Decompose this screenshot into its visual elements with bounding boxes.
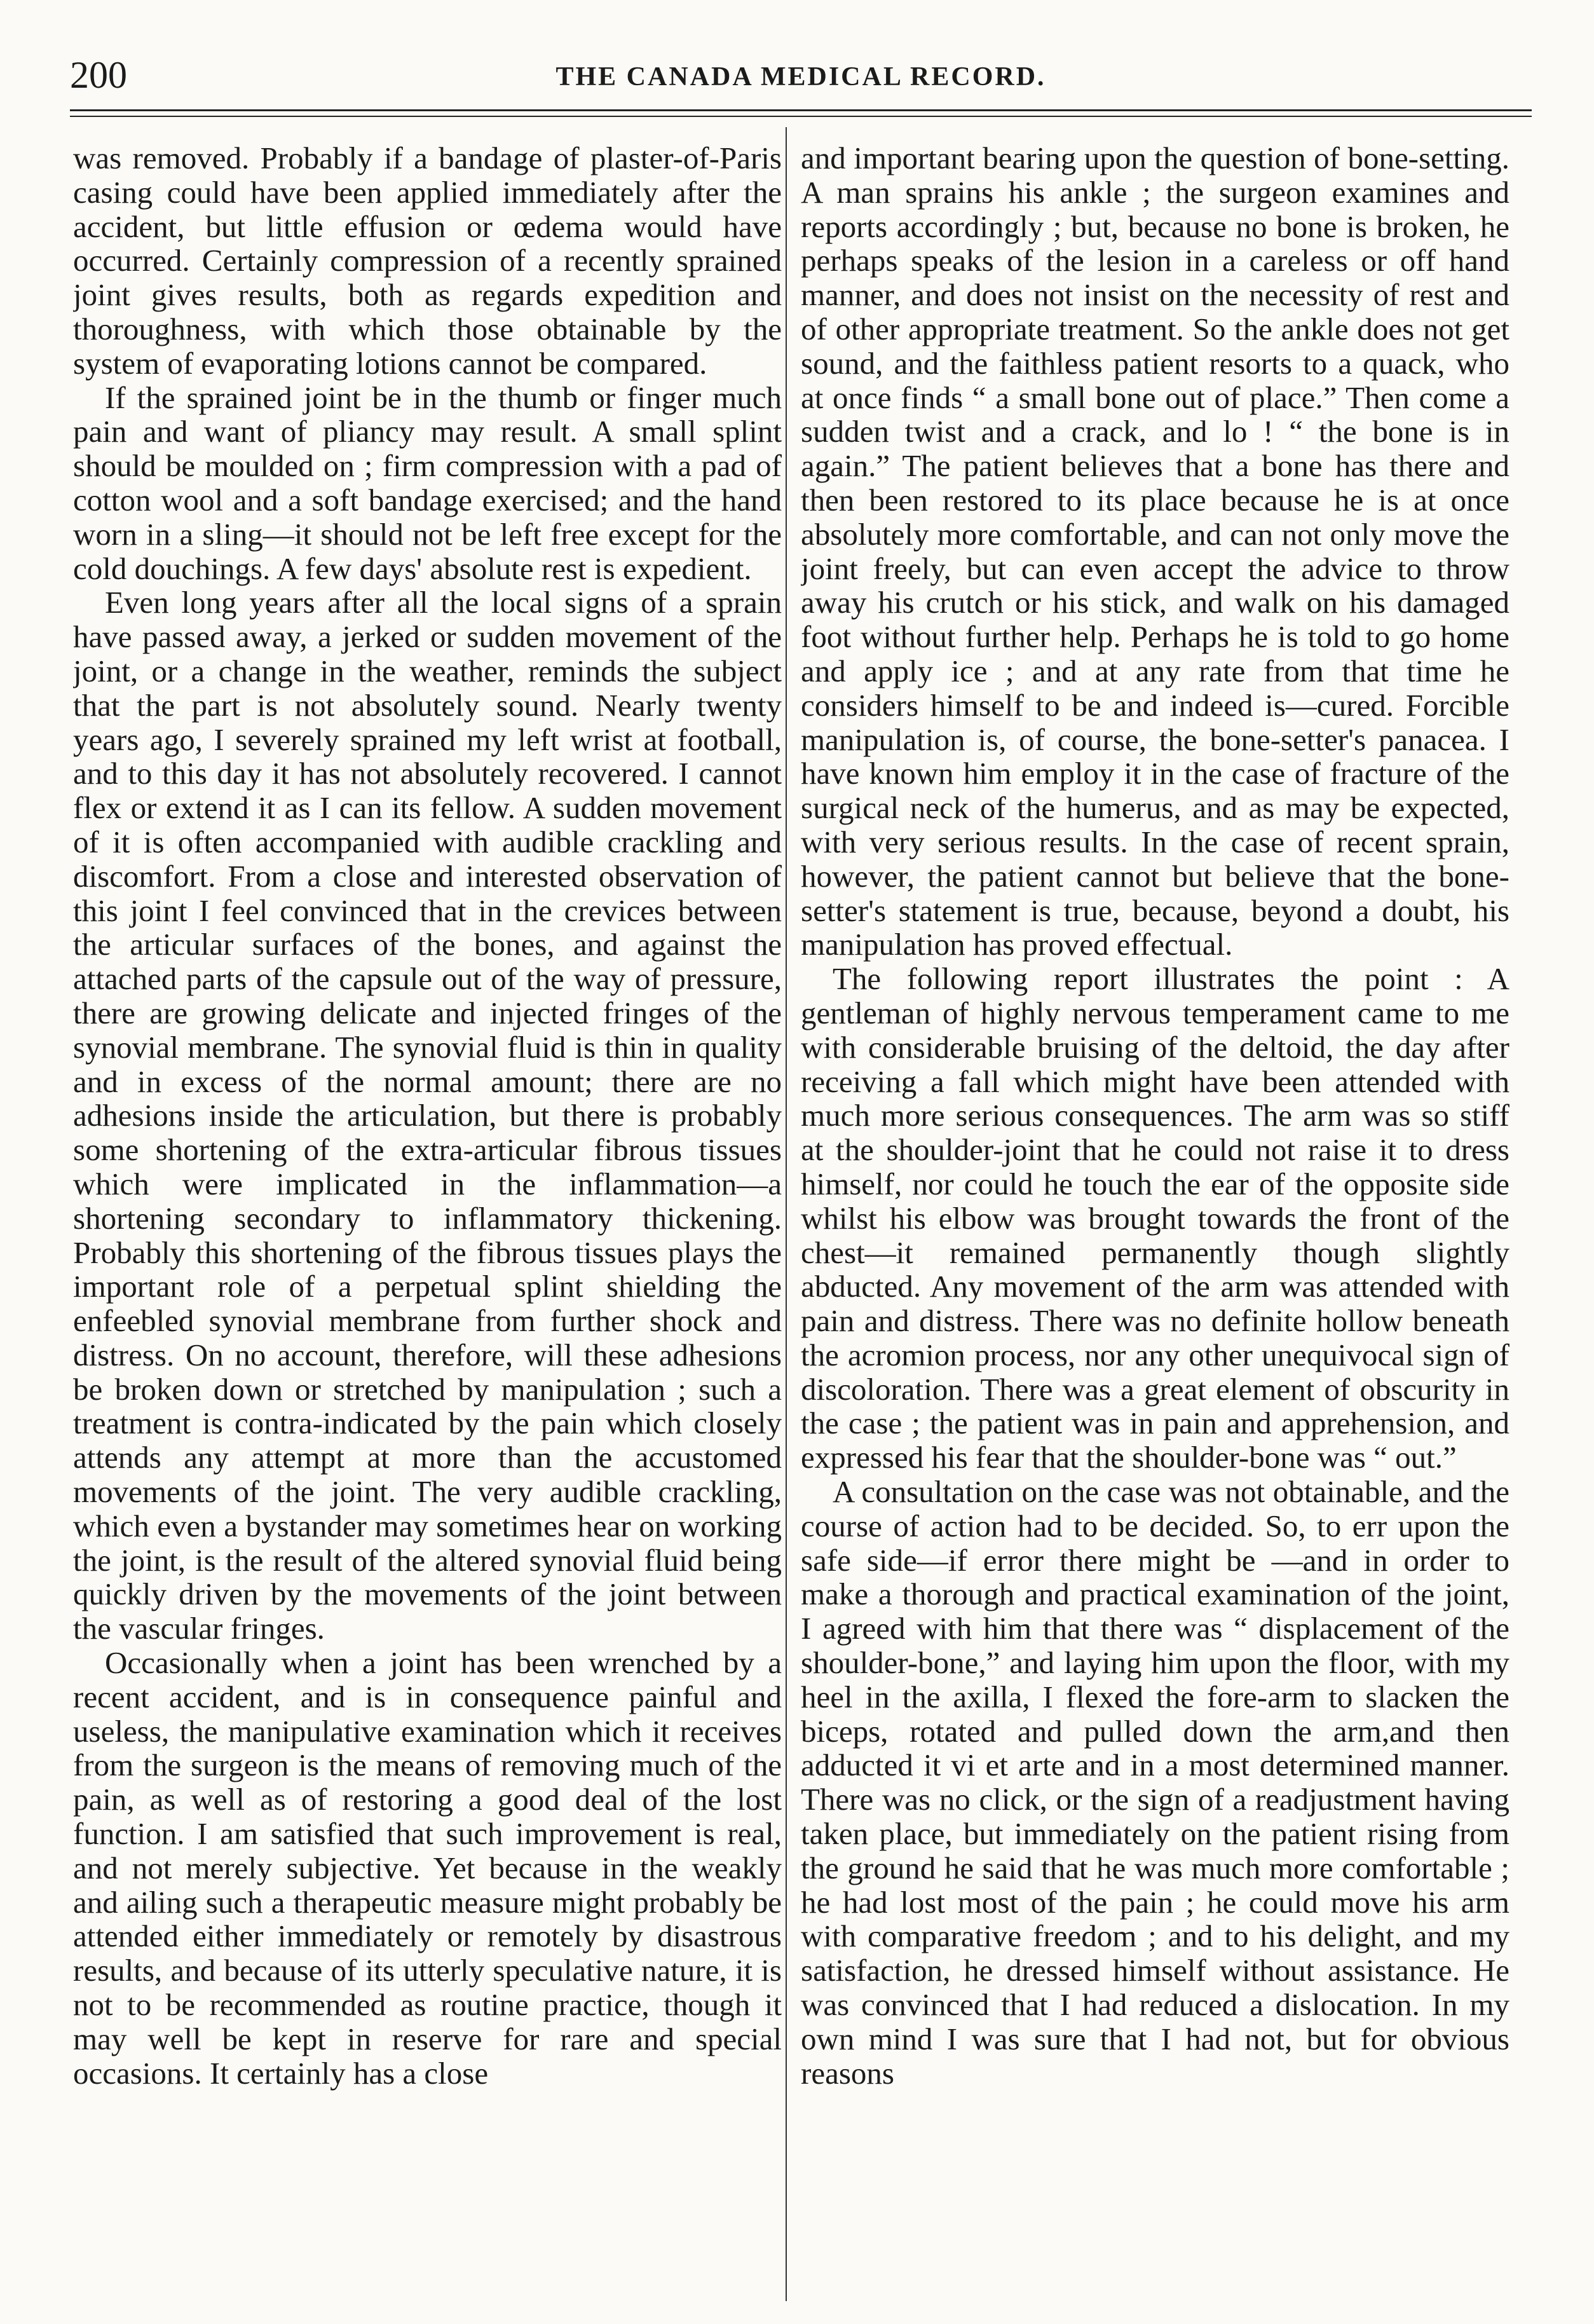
right-column (801, 141, 1509, 2302)
column-divider (786, 127, 787, 2301)
paragraph: Even long years after all the local signs of a sprain have passed away, a jerked or sudden movement of the joint, or a change in the weather, reminds the subject that the part is not absolutely sound. Nearly twenty years ago, I severely sprained my left wrist at football, and to this day it has not absolutely recovered. I cannot flex or extend it as I can its fellow. A sudden movement of it is often accompanied with audible crackling and discomfort. From a close and interested observation of this joint I feel convinced that in the crevices between the articular surfaces of the bones, and against the attached parts of the capsule out of the way of pressure, there are growing delicate and injected fringes of the synovial membrane. The synovial fluid is thin in quality and in excess of the normal amount; there are no adhesions inside the articulation, but there is probably some shortening of the extra-articular fibrous tissues which were implicated in the inflammation—a shortening secondary to inflammatory thickening. Probably this shortening of the fibrous tissues plays the important role of a perpetual splint shielding the enfeebled synovial membrane from further shock and distress. On no account, therefore, will these adhesions be broken down or stretched by manipulation ; such a treatment is contra-indicated by the pain which closely attends any attempt at more than the accustomed movements of the joint. The very audible crackling, which even a bystander may sometimes hear on working the joint, is the result of the altered synovial fluid being quickly driven by the movements of the joint between the vascular fringes. (73, 585, 782, 1646)
header-rule-bottom (70, 116, 1532, 117)
left-column (73, 141, 782, 2302)
paragraph: and important bearing upon the question of bone-setting. A man sprains his ankle ; the surgeon examines and reports accordingly ; but, because no bone is broken, he perhaps speaks of the lesion in a careless or off hand manner, and does not insist on the necessity of rest and of other appropriate treatment. So the ankle does not get sound, and the faithless patient resorts to a quack, who at once finds “ a small bone out of place.” Then come a sudden twist and a crack, and lo ! “ the bone is in again.” The patient believes that a bone has there and then been restored to its place because he is at once absolutely more comfortable, and can not only move the joint freely, but can even accept the advice to throw away his crutch or his stick, and walk on his damaged foot without further help. Perhaps he is told to go home and apply ice ; and at any rate from that time he considers himself to be and indeed is—cured. Forcible manipulation is, of course, the bone-setter's panacea. I have known him employ it in the case of fracture of the surgical neck of the humerus, and as may be expected, with very serious results. In the case of recent sprain, however, the patient cannot but believe that the bone-setter's statement is true, because, beyond a doubt, his manipulation has proved effectual. (801, 141, 1509, 962)
paragraph: Occasionally when a joint has been wrenched by a recent accident, and is in consequence painful and useless, the manipulative examination which it receives from the surgeon is the means of removing much of the pain, as well as of restoring a good deal of the lost function. I am satisfied that such improvement is real, and not merely subjective. Yet because in the weakly and ailing such a therapeutic measure might probably be attended either immediately or remotely by disastrous results, and because of its utterly speculative nature, it is not to be recommended as routine practice, though it may well be kept in reserve for rare and special occasions. It certainly has a close (73, 1645, 782, 2091)
journal-title: THE CANADA MEDICAL RECORD. (555, 62, 1046, 92)
paragraph: was removed. Probably if a bandage of plaster-of-Paris casing could have been applied immediately after the accident, but little effusion or œdema would have occurred. Certainly compression of a recently sprained joint gives results, both as regards expedition and thoroughness, with which those obtainable by the system of evaporating lotions cannot be compared. (73, 141, 782, 381)
paragraph: The following report illustrates the point : A gentleman of highly nervous temperament came to me with considerable bruising of the deltoid, the day after receiving a fall which might have been attended with much more serious consequences. The arm was so stiff at the shoulder-joint that he could not raise it to dress himself, nor could he touch the ear of the opposite side whilst his elbow was brought towards the front of the chest—it remained permanently though slightly abducted. Any movement of the arm was attended with pain and distress. There was no definite hollow beneath the acromion process, nor any other unequivocal sign of discoloration. There was a great element of obscurity in the case ; the patient was in pain and apprehension, and expressed his fear that the shoulder-bone was “ out.” (801, 961, 1509, 1475)
page-header (70, 50, 1532, 100)
paragraph: If the sprained joint be in the thumb or finger much pain and want of pliancy may result. A small splint should be moulded on ; firm compression with a pad of cotton wool and a soft bandage exercised; and the hand worn in a sling—it should not be left free except for the cold douchings. A few days' absolute rest is expedient. (73, 379, 782, 586)
header-rule-top (70, 109, 1532, 111)
paragraph: A consultation on the case was not obtainable, and the course of action had to be decided. So, to err upon the safe side—if error there might be —and in order to make a thorough and practical examination of the joint, I agreed with him that there was “ displacement of the shoulder-bone,” and laying him upon the floor, with my heel in the axilla, I flexed the fore-arm to slacken the biceps, rotated and pulled down the arm,and then adducted it vi et arte and in a most determined manner. There was no click, or the sign of a readjustment having taken place, but immediately on the patient rising from the ground he said that he was much more comfortable ; he had lost most of the pain ; he could move his arm with comparative freedom ; and to his delight, and my satisfaction, he dressed himself without assistance. He was convinced that I had reduced a dislocation. In my own mind I was sure that I had not, but for obvious reasons (801, 1474, 1509, 2091)
page-number: 200 (70, 54, 127, 96)
